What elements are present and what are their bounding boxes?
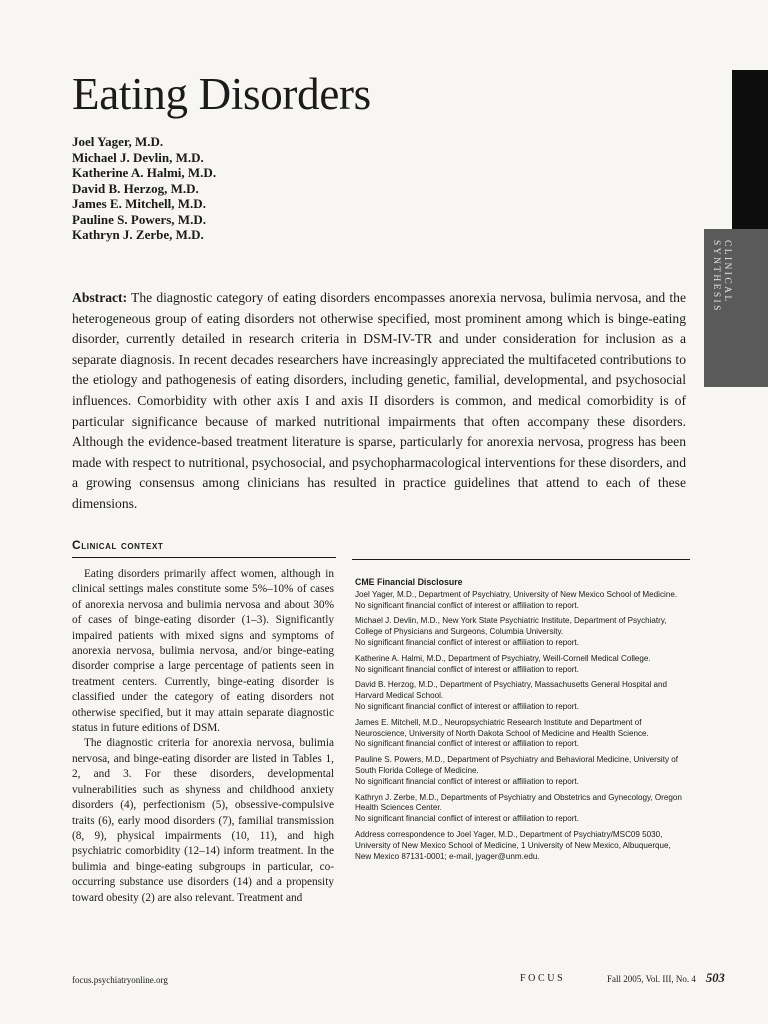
body-paragraph: The diagnostic criteria for anorexia nervosa, bulimia nervosa, and binge-eating disorder are listed in Tables 1, 2, and 3. For these disorders, developmental vulnerabilities such as shyness and childhood anxiety disorders (4), perfectionism (5), obsessive-compulsive traits (6), early mood disorders (7), familial transmission (8, 9), physical impairments (10, 11), and high psychiatric comorbidity (12–14) inform treatment. In the bulimia and binge-eating subgroups in particular, co-occurring substance use disorders (14) and a propensity toward obesity (2) are also relevant. Treatment and bbox=[72, 737, 334, 904]
article-title: Eating Disorders bbox=[72, 69, 371, 119]
cme-entry bbox=[355, 718, 687, 750]
cme-entry bbox=[355, 616, 687, 648]
cme-correspondence: Address correspondence to Joel Yager, M.D., Department of Psychiatry/MSC09 5030, University of New Mexico School of Medicine, 1 University of New Mexico, Albuquerque, New Mexico 87131-0001; e-mail, jyager@unm.edu. bbox=[355, 829, 671, 861]
cme-disclosure: No significant financial conflict of interest or affiliation to report. bbox=[355, 664, 579, 674]
author-name: Katherine A. Halmi, M.D. bbox=[72, 165, 217, 180]
cme-disclosure: No significant financial conflict of interest or affiliation to report. bbox=[355, 814, 579, 824]
section-tab-black-block bbox=[732, 70, 768, 230]
cme-affiliation: Pauline S. Powers, M.D., Department of Psychiatry and Behavioral Medicine, University of South Florida College of Medicine. bbox=[355, 755, 678, 775]
cme-disclosure: No significant financial conflict of interest or affiliation to report. bbox=[355, 600, 579, 610]
cme-entry bbox=[355, 755, 687, 787]
cme-affiliation: Katherine A. Halmi, M.D., Department of Psychiatry, Weill-Cornell Medical College. bbox=[355, 653, 651, 663]
footer-journal-name: FOCUS bbox=[520, 973, 566, 984]
author-name: Kathryn J. Zerbe, M.D. bbox=[72, 227, 204, 242]
cme-title: CME Financial Disclosure bbox=[355, 577, 463, 587]
body-paragraph: Eating disorders primarily affect women, although in clinical settings males constitute some 5%–10% of cases of anorexia nervosa and bulimia nervosa and about 30% of cases of binge-eating disorder (1–3). Significantly impaired patients with mixed signs and symptoms of anorexia nervosa, bulimia nervosa, and/or binge-eating disorder comprise a large percentage of patients seen in treatment centers. Currently, binge-eating disorder is classified under the category of eating disorders not otherwise specified, but it may attain separate diagnostic status in future editions of DSM. bbox=[72, 568, 334, 735]
page-number: 503 bbox=[706, 971, 725, 985]
cme-disclosure: No significant financial conflict of interest or affiliation to report. bbox=[355, 637, 579, 647]
cme-affiliation: Joel Yager, M.D., Department of Psychiatry, University of New Mexico School of Medicine. bbox=[355, 589, 678, 599]
cme-disclosure-box bbox=[355, 577, 687, 867]
abstract bbox=[72, 288, 686, 515]
body-column bbox=[72, 567, 334, 906]
author-name: Michael J. Devlin, M.D. bbox=[72, 149, 204, 165]
cme-affiliation: David B. Herzog, M.D., Department of Psychiatry, Massachusetts General Hospital and Harvard Medical School. bbox=[355, 680, 668, 701]
section-heading: Clinical context bbox=[72, 538, 164, 552]
author-name: James E. Mitchell, M.D. bbox=[72, 196, 206, 211]
section-rule bbox=[72, 557, 336, 558]
cme-affiliation: Michael J. Devlin, M.D., New York State Psychiatric Institute, Department of Psychiatry, College of Physicians and Surgeons, Columbia University. bbox=[355, 616, 667, 637]
cme-disclosure: No significant financial conflict of interest or affiliation to report. bbox=[355, 701, 579, 711]
abstract-text: The diagnostic category of eating disorders encompasses anorexia nervosa, bulimia nervosa, and the heterogeneous group of eating disorders not otherwise specified, most prominent among which is binge-eating disorder, currently detailed in research criteria in DSM-IV-TR and under consideration for inclusion as a separate diagnosis. In recent decades researchers have increasingly appreciated the multifaceted contributions to the etiology and pathogenesis of eating disorders, including genetic, familial, developmental, and psychosocial influences. Comorbidity with other axis I and axis II disorders is common, and medical comorbidity is of particular significance because of marked nutritional impairments that often accompany these disorders. Although the evidence-based treatment literature is sparse, particularly for anorexia nervosa, progress has been made with respect to nutritional, psychosocial, and psychopharmacological interventions for these disorders, and a growing consensus among clinicians has resulted in practice guidelines that attend to each of these dimensions. bbox=[72, 290, 686, 511]
author-name: David B. Herzog, M.D. bbox=[72, 180, 199, 196]
cme-disclosure: No significant financial conflict of interest or affiliation to report. bbox=[355, 739, 579, 749]
cme-disclosure: No significant financial conflict of interest or affiliation to report. bbox=[355, 776, 579, 786]
author-list bbox=[72, 134, 216, 243]
disclosure-rule bbox=[352, 559, 690, 560]
cme-affiliation: James E. Mitchell, M.D., Neuropsychiatric Research Institute and Department of Neuroscience, University of North Dakota School of Medicine and Health Science. bbox=[355, 717, 649, 738]
cme-affiliation: Kathryn J. Zerbe, M.D., Departments of Psychiatry and Obstetrics and Gynecology, Oregon Health Sciences Center. bbox=[355, 792, 682, 813]
cme-entry bbox=[355, 680, 687, 712]
cme-entry bbox=[355, 590, 687, 612]
footer-url[interactable]: focus.psychiatryonline.org bbox=[72, 975, 168, 985]
abstract-label: Abstract: bbox=[72, 290, 128, 305]
footer-issue: Fall 2005, Vol. III, No. 4 bbox=[607, 974, 696, 984]
cme-entry bbox=[355, 793, 687, 825]
author-name: Joel Yager, M.D. bbox=[72, 134, 164, 149]
cme-entry bbox=[355, 654, 687, 676]
author-name: Pauline S. Powers, M.D. bbox=[72, 211, 206, 227]
section-tab-label: CLINICAL SYNTHESIS bbox=[711, 240, 732, 313]
